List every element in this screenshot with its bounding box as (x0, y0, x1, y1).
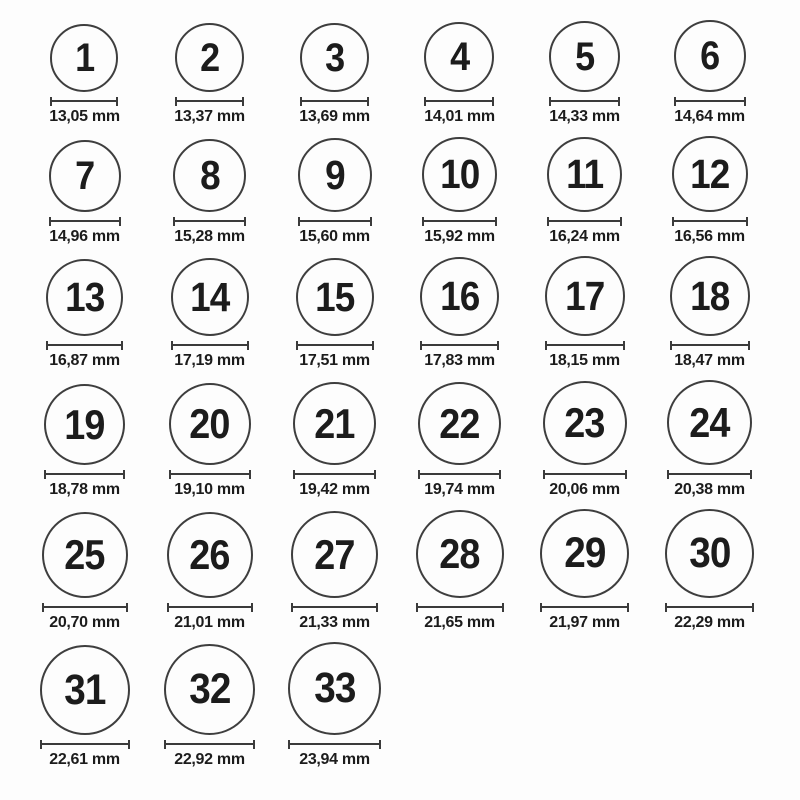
diameter-label: 15,92 mm (424, 228, 495, 245)
diameter-measure-line (44, 470, 125, 479)
ring-size-number: 28 (439, 530, 480, 577)
diameter-label: 15,28 mm (174, 228, 245, 245)
ring-size-number: 27 (314, 530, 355, 578)
ring-size-number: 14 (189, 273, 230, 320)
diameter-label: 17,83 mm (424, 352, 495, 369)
diameter-measure-line (547, 217, 622, 226)
ring-circle (540, 509, 629, 598)
ring-size-number: 23 (564, 399, 605, 446)
measure-bar-icon (672, 344, 748, 346)
ring-size-item-1 (49, 24, 120, 126)
ring-size-number: 13 (64, 274, 105, 320)
measure-bar-icon (674, 220, 746, 222)
measure-bar-icon (302, 100, 367, 102)
ring-size-item-7 (49, 140, 121, 246)
diameter-label: 14,33 mm (549, 108, 620, 125)
ring-size-item-21 (293, 382, 376, 499)
ring-size-item-18 (670, 256, 750, 370)
ring-circle (667, 380, 752, 465)
ring-size-item-12 (672, 136, 748, 246)
diameter-measure-line (665, 603, 754, 612)
ring-circle (288, 642, 381, 735)
diameter-measure-line (549, 97, 620, 106)
ring-size-number: 24 (689, 398, 730, 446)
ring-size-number: 32 (188, 665, 231, 713)
ring-size-number: 18 (689, 272, 730, 319)
measure-bar-icon (542, 606, 627, 608)
measure-bar-icon (426, 100, 492, 102)
ring-size-number: 22 (439, 399, 480, 447)
diameter-measure-line (420, 341, 499, 350)
ring-size-number: 16 (439, 273, 480, 319)
ring-circle (42, 512, 128, 598)
ring-circle (175, 23, 244, 92)
ring-size-item-24 (667, 380, 752, 499)
ring-circle (164, 644, 255, 735)
diameter-label: 16,56 mm (674, 228, 745, 245)
ring-circle (50, 24, 118, 92)
ring-size-item-29 (540, 509, 629, 632)
ring-circle (547, 137, 622, 212)
ring-size-item-32 (164, 644, 255, 769)
ring-size-item-14 (171, 258, 249, 370)
measure-bar-icon (424, 220, 495, 222)
ring-size-number: 31 (63, 665, 106, 714)
diameter-measure-line (670, 341, 750, 350)
ring-size-number: 20 (189, 400, 230, 447)
diameter-label: 21,33 mm (299, 614, 370, 631)
ring-size-item-8 (173, 139, 246, 246)
ring-size-item-9 (298, 138, 372, 246)
ring-size-item-10 (422, 137, 497, 246)
ring-size-number: 21 (314, 399, 355, 447)
ring-size-item-6 (674, 20, 746, 126)
diameter-measure-line (418, 470, 501, 479)
diameter-measure-line (293, 470, 376, 479)
ring-circle (44, 384, 125, 465)
ring-size-item-4 (424, 22, 495, 126)
diameter-label: 16,87 mm (49, 352, 120, 369)
ring-size-item-20 (169, 383, 251, 499)
ring-circle (424, 22, 494, 92)
diameter-measure-line (298, 217, 372, 226)
ring-size-number: 26 (189, 531, 230, 578)
ring-size-number: 25 (64, 531, 105, 578)
ring-circle (670, 256, 750, 336)
ring-size-item-22 (418, 382, 501, 499)
diameter-measure-line (40, 740, 130, 749)
measure-bar-icon (420, 473, 499, 475)
measure-bar-icon (667, 606, 752, 608)
diameter-label: 18,78 mm (49, 481, 120, 498)
ring-circle (173, 139, 246, 212)
diameter-label: 22,61 mm (49, 751, 120, 768)
measure-bar-icon (295, 473, 374, 475)
diameter-label: 13,05 mm (49, 108, 120, 125)
diameter-label: 16,24 mm (549, 228, 620, 245)
diameter-measure-line (296, 341, 374, 350)
diameter-measure-line (416, 603, 504, 612)
ring-size-item-11 (547, 137, 622, 246)
ring-size-item-27 (291, 511, 378, 632)
diameter-label: 19,10 mm (174, 481, 245, 498)
ring-circle (296, 258, 374, 336)
measure-bar-icon (169, 606, 251, 608)
diameter-measure-line (167, 603, 253, 612)
ring-circle (46, 259, 123, 336)
ring-size-number: 15 (314, 273, 355, 320)
measure-bar-icon (173, 344, 247, 346)
ring-size-number: 29 (563, 529, 606, 577)
diameter-label: 21,01 mm (174, 614, 245, 631)
measure-bar-icon (177, 100, 242, 102)
ring-size-item-3 (299, 23, 370, 126)
measure-bar-icon (676, 100, 744, 102)
diameter-label: 22,92 mm (174, 751, 245, 768)
diameter-measure-line (543, 470, 627, 479)
measure-bar-icon (298, 344, 372, 346)
diameter-measure-line (288, 740, 381, 749)
diameter-label: 22,29 mm (674, 614, 745, 631)
ring-size-item-5 (549, 21, 620, 126)
ring-size-number: 7 (74, 154, 95, 198)
diameter-measure-line (291, 603, 378, 612)
diameter-label: 19,74 mm (424, 481, 495, 498)
diameter-label: 20,70 mm (49, 614, 120, 631)
ring-circle (418, 382, 501, 465)
ring-size-number: 1 (74, 36, 95, 80)
ring-size-number: 17 (564, 272, 605, 319)
ring-size-number: 10 (439, 151, 480, 197)
ring-size-number: 30 (688, 529, 731, 577)
measure-bar-icon (293, 606, 376, 608)
ring-size-item-16 (420, 257, 499, 370)
diameter-measure-line (667, 470, 752, 479)
ring-circle (300, 23, 369, 92)
ring-size-number: 8 (199, 152, 220, 198)
diameter-measure-line (422, 217, 497, 226)
measure-bar-icon (48, 344, 121, 346)
measure-bar-icon (547, 344, 623, 346)
diameter-label: 18,15 mm (549, 352, 620, 369)
diameter-label: 14,01 mm (424, 108, 495, 125)
ring-circle (543, 381, 627, 465)
diameter-label: 18,47 mm (674, 352, 745, 369)
diameter-label: 17,19 mm (174, 352, 245, 369)
ring-circle (665, 509, 754, 598)
ring-circle (674, 20, 746, 92)
diameter-measure-line (171, 341, 249, 350)
measure-bar-icon (418, 606, 502, 608)
ring-circle (291, 511, 378, 598)
diameter-label: 14,64 mm (674, 108, 745, 125)
measure-bar-icon (290, 743, 379, 745)
measure-bar-icon (300, 220, 370, 222)
diameter-measure-line (173, 217, 246, 226)
ring-circle (169, 383, 251, 465)
diameter-measure-line (300, 97, 369, 106)
diameter-measure-line (540, 603, 629, 612)
diameter-label: 19,42 mm (299, 481, 370, 498)
diameter-measure-line (50, 97, 118, 106)
ring-size-number: 11 (565, 151, 604, 197)
ring-size-number: 33 (313, 664, 356, 712)
diameter-measure-line (672, 217, 748, 226)
ring-circle (672, 136, 748, 212)
diameter-label: 23,94 mm (299, 751, 370, 768)
ring-circle (422, 137, 497, 212)
measure-bar-icon (166, 743, 253, 745)
diameter-measure-line (674, 97, 746, 106)
ring-size-item-28 (416, 510, 504, 632)
diameter-label: 20,06 mm (549, 481, 620, 498)
ring-circle (171, 258, 249, 336)
ring-size-item-13 (46, 259, 123, 370)
ring-size-item-15 (296, 258, 374, 370)
diameter-label: 13,69 mm (299, 108, 370, 125)
diameter-label: 17,51 mm (299, 352, 370, 369)
measure-bar-icon (549, 220, 620, 222)
measure-bar-icon (46, 473, 123, 475)
ring-circle (293, 382, 376, 465)
ring-circle (167, 512, 253, 598)
diameter-measure-line (169, 470, 251, 479)
ring-size-item-26 (167, 512, 253, 632)
measure-bar-icon (551, 100, 618, 102)
measure-bar-icon (44, 606, 126, 608)
diameter-label: 13,37 mm (174, 108, 245, 125)
measure-bar-icon (669, 473, 750, 475)
diameter-measure-line (424, 97, 494, 106)
ring-circle (416, 510, 504, 598)
diameter-label: 21,65 mm (424, 614, 495, 631)
ring-size-number: 9 (324, 151, 345, 198)
ring-size-number: 3 (324, 35, 345, 80)
ring-size-number: 2 (199, 35, 220, 80)
ring-circle (545, 256, 625, 336)
ring-size-item-19 (44, 384, 125, 499)
ring-size-item-31 (40, 645, 130, 769)
ring-size-item-17 (545, 256, 625, 370)
ring-size-item-25 (42, 512, 128, 632)
ring-circle (40, 645, 130, 735)
diameter-measure-line (164, 740, 255, 749)
diameter-label: 21,97 mm (549, 614, 620, 631)
ring-size-item-23 (543, 381, 627, 499)
diameter-label: 14,96 mm (49, 228, 120, 245)
diameter-label: 20,38 mm (674, 481, 745, 498)
diameter-measure-line (545, 341, 625, 350)
ring-size-item-30 (665, 509, 754, 632)
measure-bar-icon (175, 220, 244, 222)
diameter-measure-line (42, 603, 128, 612)
ring-size-item-2 (174, 23, 245, 126)
ring-circle (549, 21, 620, 92)
ring-circle (298, 138, 372, 212)
measure-bar-icon (51, 220, 119, 222)
measure-bar-icon (171, 473, 249, 475)
diameter-measure-line (49, 217, 121, 226)
diameter-measure-line (175, 97, 244, 106)
ring-size-number: 6 (699, 34, 720, 78)
ring-size-number: 4 (449, 35, 470, 79)
measure-bar-icon (422, 344, 497, 346)
diameter-measure-line (46, 341, 123, 350)
ring-circle (420, 257, 499, 336)
measure-bar-icon (545, 473, 625, 475)
measure-bar-icon (52, 100, 116, 102)
ring-size-number: 19 (64, 400, 105, 448)
ring-size-item-33 (288, 642, 381, 769)
measure-bar-icon (42, 743, 128, 745)
ring-size-number: 5 (574, 34, 595, 79)
ring-circle (49, 140, 121, 212)
ring-size-number: 12 (689, 150, 730, 197)
diameter-label: 15,60 mm (299, 228, 370, 245)
